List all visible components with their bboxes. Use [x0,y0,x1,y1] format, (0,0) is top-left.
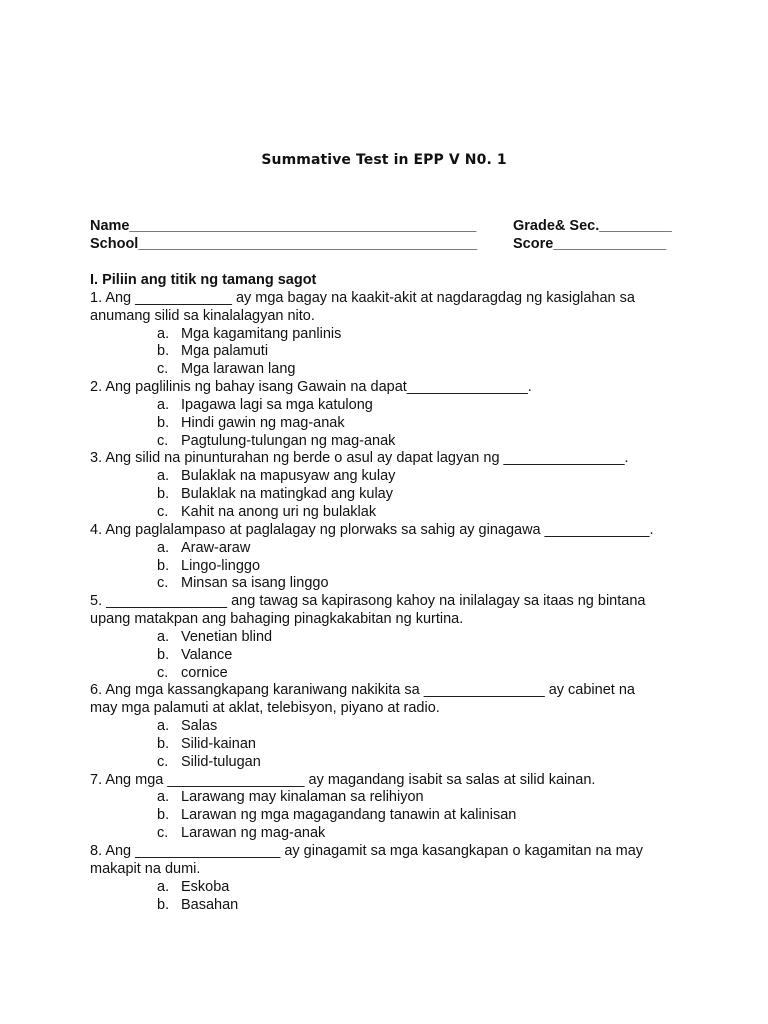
option-list [90,879,690,915]
question-text: 4. Ang paglalampaso at paglalagay ng plorwaks sa sahig ay ginagawa _____________. [90,521,654,538]
question-text: anumang silid sa kinalalagyan nito. [90,307,315,324]
option-text: Larawan ng mga magagandang tanawin at kalinisan [181,807,517,824]
option-text: Bulaklak na mapusyaw ang kulay [181,468,396,485]
question-item [90,772,690,843]
option-text: Mga larawan lang [181,361,296,378]
option-list [90,789,690,843]
question-text: upang matakpan ang bahaging pinagkakabitan ng kurtina. [90,611,464,628]
answer-option [90,468,690,486]
option-letter: a. [157,396,170,413]
option-letter: a. [157,325,170,342]
section-title: I. Piliin ang titik ng tamang sagot [90,272,317,288]
question-text: 7. Ang mga _________________ ay magandang isabit sa salas at silid kainan. [90,771,596,788]
option-letter: c. [157,432,169,449]
question-list [90,290,690,915]
option-text: Pagtulung-tulungan ng mag-anak [181,432,396,449]
option-letter: b. [157,735,170,752]
option-letter: c. [157,503,169,520]
option-letter: b. [157,414,170,431]
option-list [90,629,690,683]
answer-option [90,665,690,683]
answer-option [90,486,690,504]
option-letter: c. [157,361,169,378]
grade-section-field: Grade& Sec._________ [513,218,672,234]
answer-option [90,343,690,361]
option-text: Mga palamuti [181,343,269,360]
option-text: Hindi gawin ng mag-anak [181,414,345,431]
score-field: Score______________ [513,236,667,252]
option-text: Silid-tulugan [181,753,261,770]
answer-option [90,789,690,807]
option-letter: b. [157,646,170,663]
question-text: 8. Ang __________________ ay ginagamit sa mga kasangkapan o kagamitan na may [90,843,644,859]
option-text: Bulaklak na matingkad ang kulay [181,486,393,503]
answer-option [90,504,690,522]
question-item [90,379,690,450]
option-text: Larawang may kinalaman sa relihiyon [181,789,424,806]
option-list [90,397,690,451]
answer-option [90,326,690,344]
answer-option [90,754,690,772]
question-item [90,290,690,379]
answer-option [90,558,690,576]
option-list [90,718,690,772]
option-text: Kahit na anong uri ng bulaklak [181,503,377,520]
answer-option [90,897,690,915]
answer-option [90,397,690,415]
answer-option [90,361,690,379]
option-text: Basahan [181,896,239,913]
option-letter: b. [157,807,170,824]
question-text: 2. Ang paglilinis ng bahay isang Gawain na dapat_______________. [90,379,532,396]
question-text: 5. _______________ ang tawag sa kapirasong kahoy na inilalagay sa itaas ng bintana [90,593,646,610]
question-text: 3. Ang silid na pinunturahan ng berde o asul ay dapat lagyan ng _______________. [90,450,629,467]
option-letter: a. [157,628,170,645]
name-field: Name___________________________________________ [90,218,477,234]
option-letter: a. [157,718,170,735]
option-list [90,326,690,380]
answer-option [90,647,690,665]
option-letter: a. [157,468,170,485]
option-text: Ipagawa lagi sa mga katulong [181,396,373,413]
answer-option [90,415,690,433]
option-letter: a. [157,789,170,806]
option-letter: b. [157,557,170,574]
option-letter: c. [157,575,169,592]
question-item [90,522,690,593]
option-letter: b. [157,486,170,503]
answer-option [90,718,690,736]
option-text: Silid-kainan [181,735,256,752]
test-content [90,272,690,914]
option-letter: a. [157,878,170,895]
question-item [90,843,690,914]
option-list [90,540,690,594]
question-text: makapit na dumi. [90,860,201,877]
option-text: Araw-araw [181,539,251,556]
option-text: Salas [181,718,218,735]
option-text: Eskoba [181,878,230,895]
option-letter: b. [157,343,170,360]
question-item [90,682,690,771]
option-text: Venetian blind [181,628,273,645]
question-text: 6. Ang mga kassangkapang karaniwang nakikita sa _______________ ay cabinet na [90,682,635,699]
answer-option [90,540,690,558]
answer-option [90,807,690,825]
option-text: Mga kagamitang panlinis [181,325,342,342]
option-letter: b. [157,896,170,913]
question-text: 1. Ang ____________ ay mga bagay na kaakit-akit at nagdaragdag ng kasiglahan sa [90,289,635,306]
answer-option [90,575,690,593]
answer-option [90,825,690,843]
school-field: School__________________________________________ [90,236,478,252]
option-text: cornice [181,664,228,681]
answer-option [90,736,690,754]
question-item [90,593,690,682]
answer-option [90,879,690,897]
option-letter: c. [157,753,169,770]
question-text: may mga palamuti at aklat, telebisyon, piyano at radio. [90,700,440,717]
option-list [90,468,690,522]
answer-option [90,433,690,451]
option-text: Lingo-linggo [181,557,261,574]
option-letter: c. [157,825,169,842]
option-text: Minsan sa isang linggo [181,575,329,592]
document-title: Summative Test in EPP V N0. 1 [261,152,507,168]
option-text: Valance [181,646,233,663]
option-letter: c. [157,664,169,681]
question-item [90,450,690,521]
option-letter: a. [157,539,170,556]
option-text: Larawan ng mag-anak [181,825,326,842]
answer-option [90,629,690,647]
